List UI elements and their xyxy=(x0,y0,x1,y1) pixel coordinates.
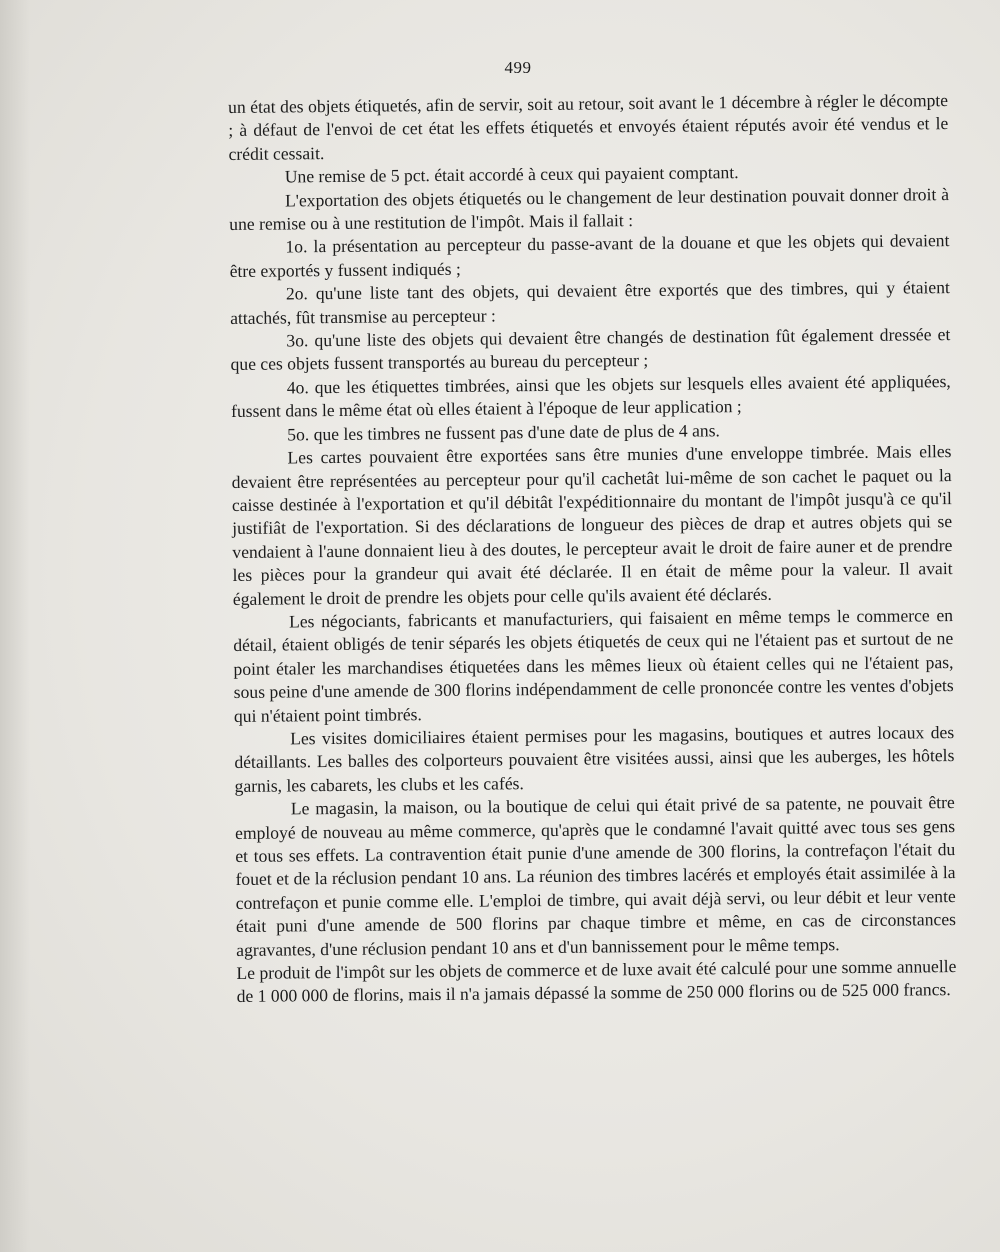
list-item: 5o. que les timbres ne fussent pas d'une date de plus de 4 ans. xyxy=(287,419,720,445)
paragraph: un état des objets étiquetés, afin de servir, soit au retour, soit avant le 1 décembre à régler le décompte ; à défaut de l'envoi de cet état les effets étiquetés et envoyés étaient réputés avoir été vendus et le crédit cessait. xyxy=(228,90,949,164)
paragraph: Les négociants, fabricants et manufacturiers, qui faisaient en même temps le commerce en détail, étaient obligés de tenir séparés les objets étiquetés de ceux qui ne l'étaient pas et surtout de ne point étaler les marchandises étiquetées dans les mêmes lieux où étaient celles qui ne l'étaient pas, sous peine d'une amende de 300 florins indépendamment de celle prononcée contre les ventes d'objets qui n'étaient point timbrés. xyxy=(233,605,954,726)
paragraph: Une remise de 5 pct. était accordé à ceux qui payaient comptant. xyxy=(284,162,739,187)
page-number: 499 xyxy=(504,58,532,77)
list-item: 1o. la présentation au percepteur du passe-avant de la douane et que les objets qui devaient être exportés y fussent indiqués ; xyxy=(229,230,950,281)
paragraph: Le produit de l'impôt sur les objets de commerce et de luxe avait été calculé pour une somme annuelle de 1 000 000 de florins, mais il n'a jamais dépassé la somme de 250 000 florins ou de 525 000 francs. xyxy=(236,956,957,1007)
list-item: 2o. qu'une liste tant des objets, qui devaient être exportés que des timbres, qui y étaient attachés, fût transmise au percepteur : xyxy=(230,277,950,328)
paragraph: Les cartes pouvaient être exportées sans être munies d'une enveloppe timbrée. Mais elles devaient être représentées au percepteur pour qu'il cachetât lui-même de son cachet le paquet ou la caisse destinée à l'exportation et qu'il débitât l'expéditionnaire du montant de l'impôt jusqu'à ce qu'il justifiât de l'exportation. Si des déclarations de longueur des pièces de drap et autres objets qui se vendaient à l'aune donnaient lieu à des doutes, le percepteur avait le droit de faire auner et de prendre les pièces pour la grandeur qui avait été déclarée. Il en était de même pour la valeur. Il avait également le droit de prendre les objets pour celle qu'ils avaient été déclarés. xyxy=(231,441,953,609)
paragraph: Les visites domiciliaires étaient permises pour les magasins, boutiques et autres locaux des détaillants. Les balles des colporteurs pouvaient être visitées aussi, ainsi que les auberges, les hôtels garnis, les cabarets, les clubs et les cafés. xyxy=(234,722,955,796)
list-item: 4o. que les étiquettes timbrées, ainsi que les objets sur lesquels elles avaient été appliquées, fussent dans le même état où elles étaient à l'époque de leur application ; xyxy=(230,370,951,422)
paragraph: Le magasin, la maison, ou la boutique de celui qui était privé de sa patente, ne pouvait être employé de nouveau au même commerce, qu'après que le condamné l'avait quitté avec tous ses gens et tous ses effets. La contravention était punie d'une amende de 300 florins, la contrefaçon l'était du fouet et de la réclusion pendant 10 ans. La réunion des timbres lacérés et employés était assimilée à la contrefaçon et punie comme elle. L'emploi de timbre, qui avait déjà servi, ou leur débit et leur vente était puni d'une amende de 500 florins par chaque timbre et même, en cas de circonstances agravantes, d'une réclusion pendant 10 ans et d'un bannissement pour le même temps. xyxy=(234,792,957,960)
list-item: 3o. qu'une liste des objets qui devaient être changés de destination fût également dressée et que ces objets fussent transportés au bureau du percepteur ; xyxy=(230,324,951,375)
body-text xyxy=(228,89,957,1009)
page-edge-shadow xyxy=(0,0,30,1252)
paragraph: L'exportation des objets étiquetés ou le changement de leur destination pouvait donner droit à une remise ou à une restitution de l'impôt. Mais il fallait : xyxy=(229,183,950,235)
